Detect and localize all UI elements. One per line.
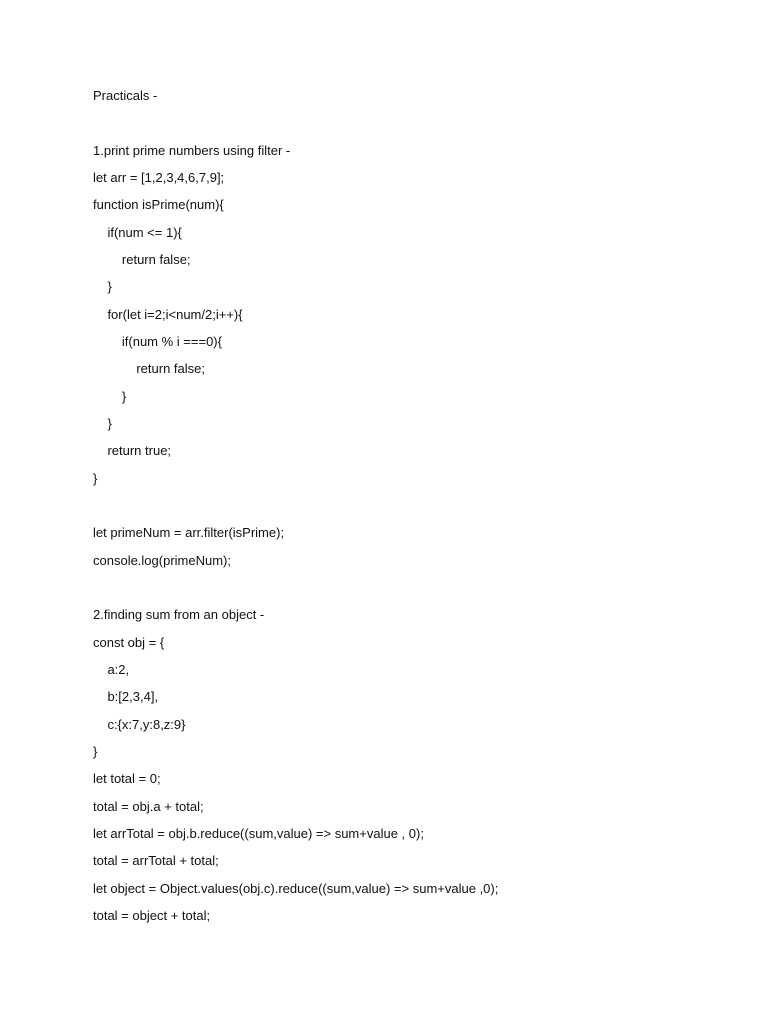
code-line: c:{x:7,y:8,z:9} (93, 716, 186, 732)
code-line: let arrTotal = obj.b.reduce((sum,value) => sum+value , 0); (93, 825, 424, 841)
document-body (93, 86, 733, 933)
code-line: } (93, 743, 98, 759)
code-line: return false; (93, 251, 191, 267)
code-line: let arr = [1,2,3,4,6,7,9]; (93, 169, 225, 185)
code-line: return true; (93, 443, 172, 459)
code-line: if(num <= 1){ (93, 224, 182, 240)
code-line: let object = Object.values(obj.c).reduce((sum,value) => sum+value ,0); (93, 880, 499, 896)
blank-line (93, 578, 733, 605)
code-line: for(let i=2;i<num/2;i++){ (93, 306, 243, 322)
code-line: b:[2,3,4], (93, 689, 159, 705)
code-line: total = object + total; (93, 907, 211, 923)
code-line: a:2, (93, 661, 130, 677)
code-line: function isPrime(num){ (93, 197, 224, 213)
blank-line (93, 113, 733, 140)
code-line: } (93, 279, 112, 295)
heading-practicals: Practicals - (93, 88, 158, 103)
code-line: } (93, 415, 112, 431)
code-line: total = obj.a + total; (93, 798, 204, 814)
code-line: let primeNum = arr.filter(isPrime); (93, 525, 285, 541)
section-title-sum: 2.finding sum from an object - (93, 607, 265, 623)
code-line: let total = 0; (93, 771, 161, 787)
code-line: } (93, 388, 127, 404)
code-line: total = arrTotal + total; (93, 853, 219, 869)
code-line: console.log(primeNum); (93, 552, 231, 568)
code-line: return false; (93, 361, 205, 377)
section-title-prime: 1.print prime numbers using filter - (93, 142, 291, 158)
code-line: if(num % i ===0){ (93, 333, 222, 349)
blank-line (93, 496, 733, 523)
code-line: } (93, 470, 98, 486)
code-line: const obj = { (93, 634, 165, 650)
